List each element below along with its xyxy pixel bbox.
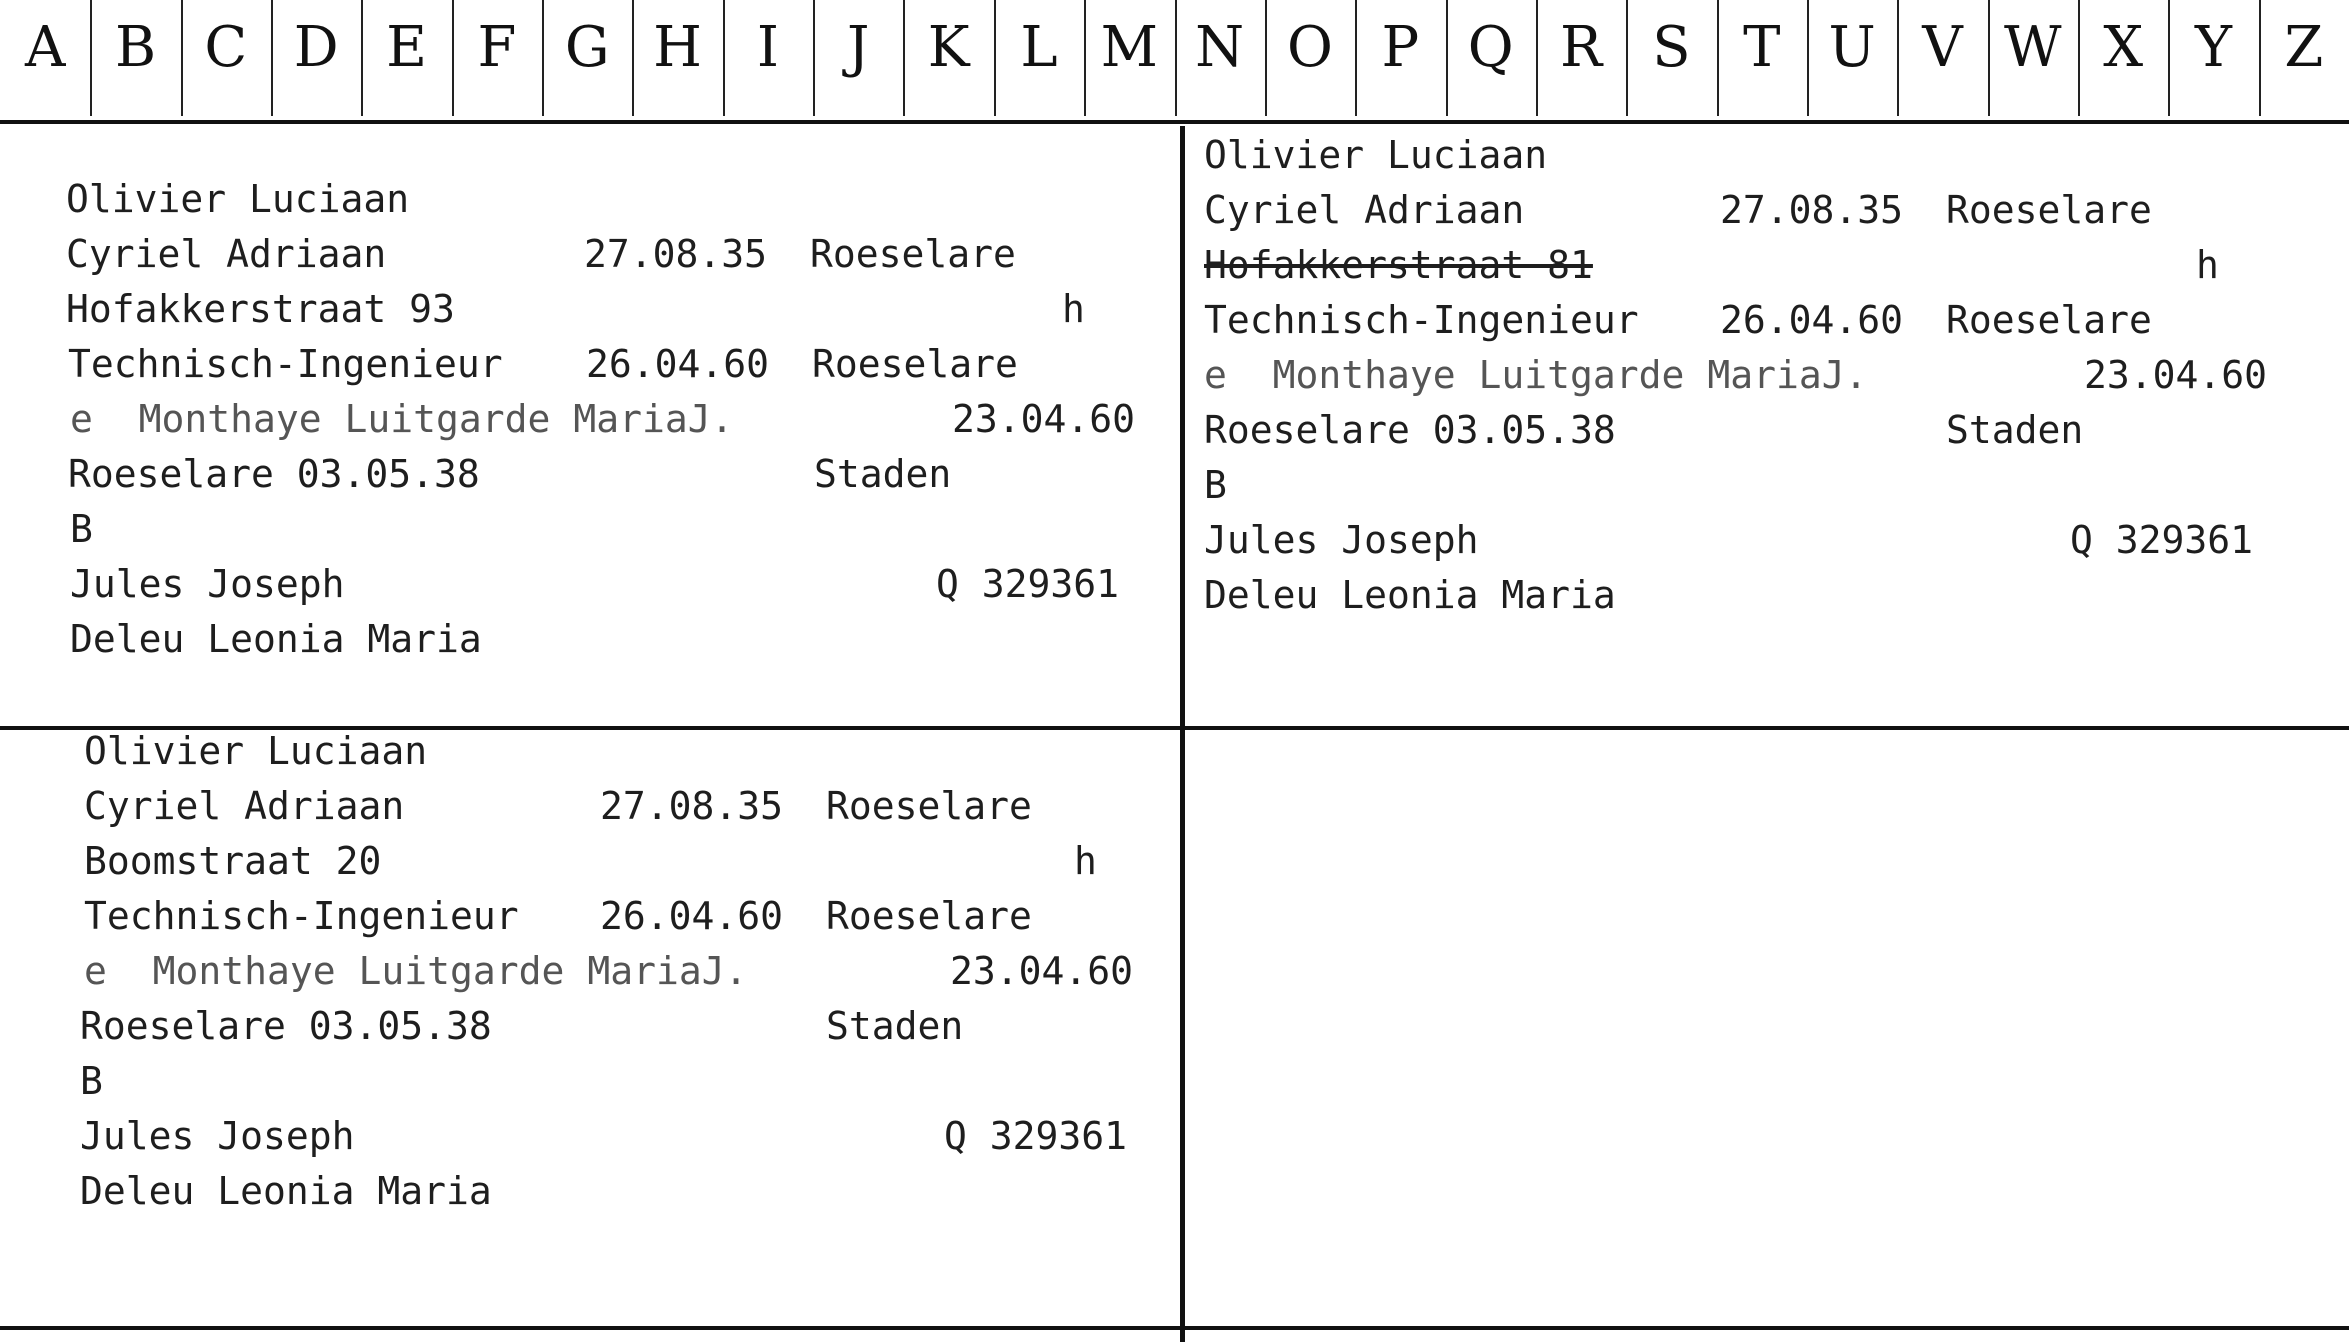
ref-number: Q 329361 — [2070, 518, 2254, 562]
index-letter-g: G — [564, 15, 610, 80]
index-letter-f: F — [477, 15, 517, 80]
marker-h: h — [1062, 287, 1085, 331]
index-letter-s: S — [1652, 15, 1691, 80]
index-letter-d: D — [293, 15, 339, 80]
center-divider — [1180, 126, 1185, 1342]
spouse-birth: Roeselare 03.05.38 — [1204, 408, 1616, 452]
alphabet-index-bar — [0, 0, 2349, 124]
given-names-line2: Cyriel Adriaan — [1204, 188, 1525, 232]
index-letter-q: Q — [1467, 15, 1514, 80]
mother-name: Deleu Leonia Maria — [1204, 573, 1616, 617]
index-letter-b: B — [114, 15, 157, 80]
index-letter-v: V — [1922, 15, 1963, 80]
marker-h: h — [2196, 243, 2219, 287]
spouse-place: Staden — [826, 1004, 964, 1048]
given-names-line2: Cyriel Adriaan — [84, 784, 405, 828]
spouse-birth: Roeselare 03.05.38 — [68, 452, 480, 496]
birth-date: 27.08.35 — [1720, 188, 1904, 232]
birth-date: 27.08.35 — [600, 784, 784, 828]
index-divider — [1988, 0, 1990, 116]
index-divider — [542, 0, 544, 116]
record-card-bottom-left — [80, 724, 1170, 1219]
marriage-date: 26.04.60 — [1720, 298, 1904, 342]
ref-number: Q 329361 — [944, 1114, 1128, 1158]
index-divider — [271, 0, 273, 116]
code-b: B — [70, 507, 93, 551]
index-letter-a: A — [24, 15, 66, 80]
index-letter-p: P — [1381, 15, 1420, 80]
marriage-place: Roeselare — [826, 894, 1032, 938]
index-divider — [2078, 0, 2080, 116]
bottom-divider — [0, 1326, 2349, 1330]
index-divider — [903, 0, 905, 116]
index-divider — [1355, 0, 1357, 116]
index-divider — [1084, 0, 1086, 116]
marker-h: h — [1074, 839, 1097, 883]
index-letter-t: T — [1743, 15, 1781, 80]
index-divider — [1536, 0, 1538, 116]
index-bar-rule — [0, 120, 2349, 124]
record-card-top-right — [1204, 128, 2324, 623]
index-letter-l: L — [1020, 15, 1058, 80]
marriage-date: 26.04.60 — [600, 894, 784, 938]
code-b: B — [80, 1059, 103, 1103]
address: Hofakkerstraat 93 — [66, 287, 455, 331]
index-divider — [90, 0, 92, 116]
father-name: Jules Joseph — [80, 1114, 355, 1158]
index-divider — [2259, 0, 2261, 116]
index-divider — [1807, 0, 1809, 116]
marriage-place: Roeselare — [812, 342, 1018, 386]
record-card-top-left — [66, 172, 1166, 667]
spouse-line: e Monthaye Luitgarde MariaJ. — [1204, 353, 1868, 397]
index-divider — [1626, 0, 1628, 116]
index-divider — [1717, 0, 1719, 116]
index-divider — [632, 0, 634, 116]
index-letter-j: J — [847, 15, 870, 80]
father-name: Jules Joseph — [70, 562, 345, 606]
given-names-line1: Olivier Luciaan — [84, 729, 428, 773]
index-letter-h: H — [653, 15, 703, 80]
birth-place: Roeselare — [810, 232, 1016, 276]
index-letter-w: W — [2004, 15, 2062, 80]
spouse-date: 23.04.60 — [952, 397, 1136, 441]
spouse-date: 23.04.60 — [950, 949, 1134, 993]
index-divider — [994, 0, 996, 116]
index-divider — [452, 0, 454, 116]
address-struck: Hofakkerstraat 81 — [1204, 243, 1593, 287]
code-b: B — [1204, 463, 1227, 507]
index-divider — [181, 0, 183, 116]
profession: Technisch-Ingenieur — [84, 894, 519, 938]
spouse-line: e Monthaye Luitgarde MariaJ. — [70, 397, 734, 441]
index-letter-i: I — [756, 15, 779, 80]
given-names-line1: Olivier Luciaan — [1204, 133, 1548, 177]
index-letter-n: N — [1195, 15, 1245, 80]
given-names-line2: Cyriel Adriaan — [66, 232, 387, 276]
index-letter-k: K — [927, 15, 970, 80]
index-letter-y: Y — [2194, 15, 2232, 80]
index-letter-m: M — [1100, 15, 1158, 80]
index-divider — [1175, 0, 1177, 116]
spouse-birth: Roeselare 03.05.38 — [80, 1004, 492, 1048]
index-letter-x: X — [2103, 15, 2144, 80]
index-letter-u: U — [1828, 15, 1876, 80]
profession: Technisch-Ingenieur — [68, 342, 503, 386]
birth-place: Roeselare — [826, 784, 1032, 828]
birth-date: 27.08.35 — [584, 232, 768, 276]
marriage-date: 26.04.60 — [586, 342, 770, 386]
index-divider — [813, 0, 815, 116]
index-letter-e: E — [386, 15, 427, 80]
spouse-date: 23.04.60 — [2084, 353, 2268, 397]
mother-name: Deleu Leonia Maria — [80, 1169, 492, 1213]
spouse-place: Staden — [814, 452, 952, 496]
index-divider — [723, 0, 725, 116]
spouse-line: e Monthaye Luitgarde MariaJ. — [84, 949, 748, 993]
index-divider — [2168, 0, 2170, 116]
mother-name: Deleu Leonia Maria — [70, 617, 482, 661]
record-card-bottom-right-empty — [1190, 732, 2340, 1322]
father-name: Jules Joseph — [1204, 518, 1479, 562]
index-letter-c: C — [204, 15, 248, 80]
index-divider — [1897, 0, 1899, 116]
profession: Technisch-Ingenieur — [1204, 298, 1639, 342]
index-letter-z: Z — [2284, 15, 2324, 80]
birth-place: Roeselare — [1946, 188, 2152, 232]
index-divider — [1446, 0, 1448, 116]
address: Boomstraat 20 — [84, 839, 382, 883]
index-divider — [361, 0, 363, 116]
given-names-line1: Olivier Luciaan — [66, 177, 410, 221]
spouse-place: Staden — [1946, 408, 2084, 452]
ref-number: Q 329361 — [936, 562, 1120, 606]
marriage-place: Roeselare — [1946, 298, 2152, 342]
index-letter-r: R — [1559, 15, 1603, 80]
index-letter-o: O — [1287, 15, 1333, 80]
index-divider — [1265, 0, 1267, 116]
